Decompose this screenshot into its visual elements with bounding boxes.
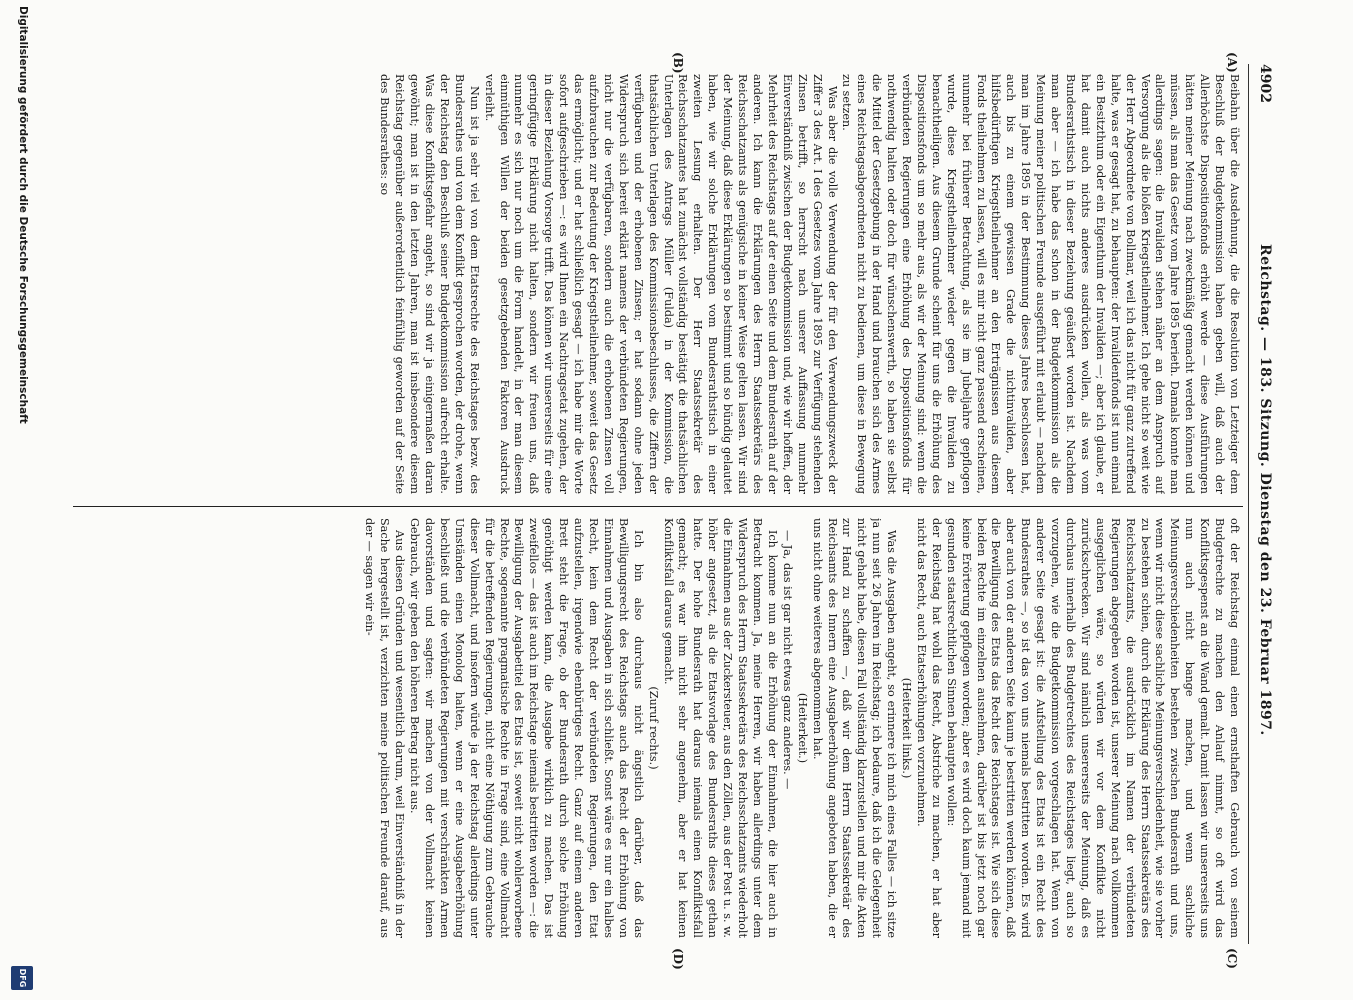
interjection: (Heiterkeit links.) (900, 677, 914, 779)
page-number: 4902 (1257, 64, 1273, 103)
margin-marker-c: (C) (1225, 948, 1239, 969)
paragraph: Aus diesen Gründen und wesentlich darum, weil Einverständniß in der Sache hergestellt ist, verzichten meine politischen Freunde darauf, aus der — sagen wir ein- (363, 518, 407, 938)
left-text-column (71, 74, 1241, 494)
right-text-column (71, 518, 1241, 938)
paragraph: Was die Ausgaben angeht, so erinnere ich mich eines Falles — ich sitze ja nun seit 26 Jahren im Reichstag; ich bedaure, daß ich die Gelegenheit nicht gehabt habe, diesen Fall vollständig klarzustellen und mir die Akten zur Hand zu schaffen —, daß wir dem Herrn Staatssekretär des Reichsamts des Innern eine Ausgabeerhöhung angeboten haben, die er uns nicht ohne weiteres abgenommen hat. (810, 518, 899, 938)
running-title: Reichstag. — 183. Sitzung. Dienstag den 23. Februar 1897. (1257, 244, 1273, 736)
paragraph: — Ja, das ist gar nicht etwas ganz anderes. — (780, 530, 794, 790)
margin-marker-b: (B) (671, 52, 685, 74)
credit-text: Digitalisierung gefördert durch die Deutsche Forschungsgemeinschaft (17, 6, 29, 424)
dfg-logo: DFG (11, 966, 33, 990)
margin-marker-a: (A) (1225, 52, 1239, 73)
column-divider (73, 506, 1243, 507)
paragraph: Beibahn über die Ausdehnung, die die Resolution von Letzteiger dem Beschluß der Budgetkommission haben geben will, daß auch der Allerhöchste Dispositionsfonds erhöht werde — diese Ausführungen hätten meiner Meinung nach zweckmäßig gemacht werden können und müssen, als man das Gesetz vom Jahre 1895 berieth. Damals konnte man allerdings sagen: die Invaliden stehen näher an dem Anspruch auf Versorgung als die bloßen Kriegstheilnehmer. Ich gehe nicht so weit wie der Herr Abgeordnete von Bollmar, weil ich das nicht für ganz zutreffend halte, was er gesagt hat, zu behaupten: der Invalidenfonds ist nun einmal ein Besitzthum oder ein Eigenthum der Invaliden —; aber ich glaube, er hat damit auch nichts anderes ausdrücken wollen, als was vom Bundesrathstisch in dieser Beziehung geäußert worden ist. Nachdem man aber — ich habe das schon in der Budgetkommission als die Meinung meiner politischen Freunde ausgeführt mit erlaubt — nachdem man im Jahre 1895 in der Bestimmung dieses Jahres beschlossen hat, auch bis zu einem gewissen Grade die nichtinvaliden, aber hilfsbedürftigen Kriegstheilnehmer an den Erträgnissen aus diesem Fonds theilnehmen zu lassen, will es mir nicht ganz passend erscheinen, nunmehr bei früherer Betrachtung, als sie im Jubeljahre gepflogen wurde, diese Kriegstheilnehmer wieder gegen die Invaliden zu benachtheiligen. Aus diesem Grunde scheint für uns die Erhöhung des Dispositionsfonds um so mehr aus, als wir der Meinung sind: wenn die verbündeten Regierungen eine Erhöhung des Dispositionsfonds für nothwendig halten oder doch für wünschenswerth, so haben sie selbst die Mittel der Gesetzgebung in der Hand und brauchen sich des Armes eines Reichstagsabgeordneten nicht zu bedienen, um diese in Bewegung zu setzen. (840, 74, 1241, 494)
margin-marker-d: (D) (671, 948, 685, 970)
header-rule (1248, 64, 1249, 944)
paragraph: der Reichstag hat wohl das Recht, Abstriche zu machen, er hat aber nicht das Recht, auch Etatserhöhungen vorzunehmen. (914, 518, 943, 938)
paragraph: Was aber die volle Verwendung der für den Verwendungszweck der Ziffer 3 des Art. I des Gesetzes vom Jahre 1895 zur Verfügung stehenden Zinsen betrifft, so herrscht nach unserer Auffassung nunmehr Einverständniß zwischen der Budgetkommission und, wie wir hoffen, der Mehrheit des Reichstags auf der einen Seite und dem Bundesrath auf der anderen. Ich kann die Erklärungen des Herrn Staatssekretärs des Reichsschatzamts als genügsiche in keiner Weise gelten lassen. Wir sind der Meinung, daß diese Erklärungen so bestimmt und so bündig gelautet haben, wie wir solche Erklärungen vom Bundesrathstisch in einer zweiten Lesung erhalten. Der Herr Staatssekretär des Reichsschatzamtes hat zunächst vollständig bestätigt die thatsächlichen Unterlagen des Antrags Müller (Fulda) in der Kommission, die thatsächlichen Unterlagen des Kommissionsbeschlusses, die Ziffern der verfügbaren und der erhobenen Zinsen; er hat sodann ohne jeden Widerspruch sich bereit erklärt namens der verbündeten Regierungen, nicht nur die verfügbaren, sondern auch die erhobenen Zinsen voll aufzubrauchen zur Bedeutung der Kriegstheilnehmer, soweit das Gesetz das ermöglicht; und er hat schließlich gesagt — ich habe mir die Worte sofort aufgeschrieben —: es wird Ihnen ein Nachtragsetat zugehen, der in dieser Beziehung Vorsorge trifft. Das können wir unsererseits für eine geringfügige Erklärung nicht halten, sondern wir freuen uns, daß nunmehr es sich nur noch um die Form handelt, in der man diesem einmüthigen Willen der beiden gesetzgebenden Faktoren Ausdruck verleiht. (482, 74, 839, 494)
digitization-credit (8, 0, 36, 1000)
paragraph: Nun ist ja sehr viel von dem Etatsrechte des Reichstages bezw. des Bundesrathes und von dem Konflikt gesprochen worden, der drohe, wenn der Reichstag den Beschluß seiner Budgetkommission aufrecht erhalte. Was diese Konfliktsgefahr angeht, so sind wir ja einigermaßen daran gewöhnt; man ist in den letzten Jahren, man ist insbesondere diesem Reichstag gegenüber außerordentlich feinfühlig geworden auf der Seite des Bundesrathes: so (378, 74, 481, 494)
page-header (1249, 64, 1273, 944)
paragraph: Ich bin also durchaus nicht ängstlich darüber, daß das Bewilligungsrecht des Reichstags auch das Recht der Erhöhung von Einnahmen und Ausgaben in sich schließt. Sonst wäre es nur ein halbes Recht, kein dem Recht der verbündeten Regierungen, den Etat aufzustellen, irgendwie ebenbürtiges Recht. Ganz auf einem anderen Brett steht die Frage, ob der Bundesrath durch solche Erhöhung genöthigt werden kann, die Ausgabe wirklich zu machen. Das ist zweifellos — das ist auch im Reichstage niemals bestritten worden —: die Bewilligung der Ausgabetitel des Etats ist, soweit nicht wohlerworbene Rechte, sogenannte pragmatische Rechte in Frage sind, eine Vollmacht für die betreffenden Regierungen, nicht eine Nöthigung zum Gebrauche dieser Vollmacht, und insofern würde ja der Reichstag allerdings unter Umständen einen Monolog halten, wenn er eine Ausgabeerhöhung beschließt und die verbündeten Regierungen mit verschränkten Armen davorständen und sagten: wir machen von der Vollmacht keinen Gebrauch, wir geben den höheren Betrag nicht aus. (408, 518, 645, 938)
interjection: (Zuruf rechts.) (646, 686, 660, 770)
paragraph: Ich komme nun an die Erhöhung der Einnahmen, die hier auch in Betracht kommen. Ja, meine Herren, wir haben allerdings unter dem Widerspruch des Herrn Staatssekretärs des Reichsschatzamts wiederholt die Einnahmen aus der Zuckersteuer, aus den Zöllen, aus der Post u. s. w. höher angesetzt, als die Etatsvorlage des Bundesraths dieses gethan hatte. Der hohe Bundesrath hat daraus niemals einen Konfliktsfall gemacht; es war ihm nicht sehr angenehm, aber er hat keinen Konfliktsfall daraus gemacht. (661, 518, 779, 938)
paragraph: oft der Reichstag einmal einen ernsthaften Gebrauch von seinem Budgetrechte zu machen den Anlauf nimmt, so oft wird das Konfliktsgespenst an die Wand gemalt. Damit lassen wir unsererseits uns nun auch nicht bange machen, und wenn sachliche Meinungsverschiedenheiten bestehen zwischen Bundesrath und uns, wenn wir nicht diese sachliche Meinungsverschiedenheit, wie sie vorher zu bestehen schien, durch die Erklärung des Herrn Staatssekretärs des Reichsschatzamts, die ausdrücklich im Namen der verbündeten Regierungen abgegeben worden ist, unserer Meinung nach vollkommen ausgeglichen wäre, so würden wir vor dem Konflikte nicht zurückschrecken. Wir sind nämlich unsererseits der Meinung, daß es durchaus innerhalb des Budgetrechtes des Reichstages liegt, auch so vorzugehen, wie die Budgetkommission vorgeschlagen hat. Wenn von anderer Seite gesagt ist: die Aufstellung des Etats ist ein Recht des Bundesrathes —, so ist das von uns niemals bestritten worden. Es wird aber auch von der anderen Seite kaum je bestritten werden können, daß die Bewilligung des Etats das Recht des Reichstages ist. Wie sich diese beiden Rechte im einzelnen ausnehmen, darüber ist bis jetzt noch gar keine Erörterung gepflogen worden; aber es wird doch kaum jemand mit gesunden staatsrechtlichen Sinnen behaupten wollen: (944, 518, 1241, 938)
interjection: (Heiterkeit.) (795, 692, 809, 764)
